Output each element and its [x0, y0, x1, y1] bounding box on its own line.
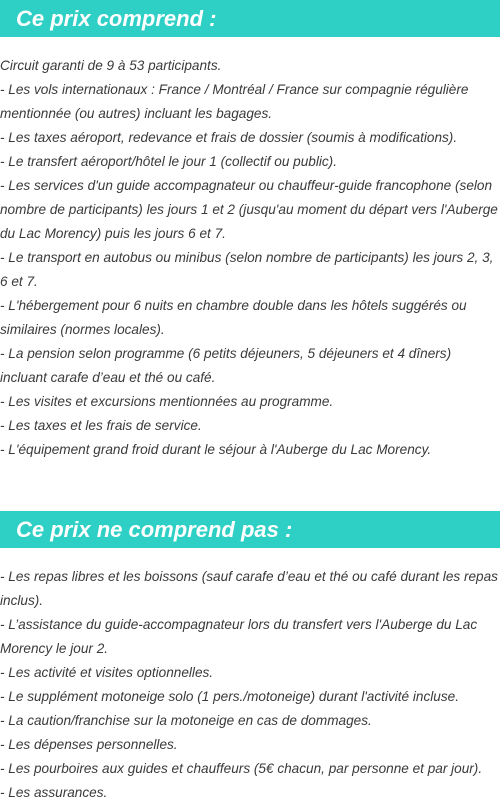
list-item: - Les taxes et les frais de service.	[0, 418, 202, 433]
list-item: - L’assistance du guide-accompagnateur lors du transfert vers l'Auberge du Lac Morency le jour 2.	[0, 617, 478, 656]
includes-title: Ce prix comprend :	[16, 6, 217, 31]
list-item: - Les assurances.	[0, 785, 108, 800]
list-item: - Le transport en autobus ou minibus (selon nombre de participants) les jours 2, 3, 6 et 7.	[0, 250, 494, 289]
list-item: Circuit garanti de 9 à 53 participants.	[0, 58, 222, 73]
list-item: - Les services d'un guide accompagnateur ou chauffeur-guide francophone (selon nombre de participants) les jours 1 et 2 (jusqu'au moment du départ vers l'Auberge du Lac Morency) puis les jours 6 et 7.	[0, 178, 498, 241]
list-item: - Les vols internationaux : France / Montréal / France sur compagnie régulière mentionnée (ou autres) incluant les bagages.	[0, 82, 469, 121]
list-item: - Le transfert aéroport/hôtel le jour 1 (collectif ou public).	[0, 154, 337, 169]
list-item: - La caution/franchise sur la motoneige en cas de dommages.	[0, 713, 372, 728]
list-item: - Le supplément motoneige solo (1 pers./motoneige) durant l'activité incluse.	[0, 689, 459, 704]
list-item: - Les taxes aéroport, redevance et frais de dossier (soumis à modifications).	[0, 130, 458, 145]
list-item: - Les dépenses personnelles.	[0, 737, 178, 752]
excludes-title: Ce prix ne comprend pas :	[16, 517, 293, 542]
list-item: - Les visites et excursions mentionnées au programme.	[0, 394, 334, 409]
includes-list	[0, 54, 498, 462]
includes-header	[0, 0, 500, 37]
list-item: - L'hébergement pour 6 nuits en chambre double dans les hôtels suggérés ou similaires (normes locales).	[0, 298, 467, 337]
list-item: - Les pourboires aux guides et chauffeurs (5€ chacun, par personne et par jour).	[0, 761, 483, 776]
excludes-list	[0, 565, 498, 805]
list-item: - Les repas libres et les boissons (sauf carafe d’eau et thé ou café durant les repas inclus).	[0, 569, 498, 608]
list-item: - La pension selon programme (6 petits déjeuners, 5 déjeuners et 4 dîners) incluant carafe d’eau et thé ou café.	[0, 346, 452, 385]
list-item: - Les activité et visites optionnelles.	[0, 665, 214, 680]
list-item: - L'équipement grand froid durant le séjour à l'Auberge du Lac Morency.	[0, 442, 432, 457]
excludes-header	[0, 511, 500, 548]
